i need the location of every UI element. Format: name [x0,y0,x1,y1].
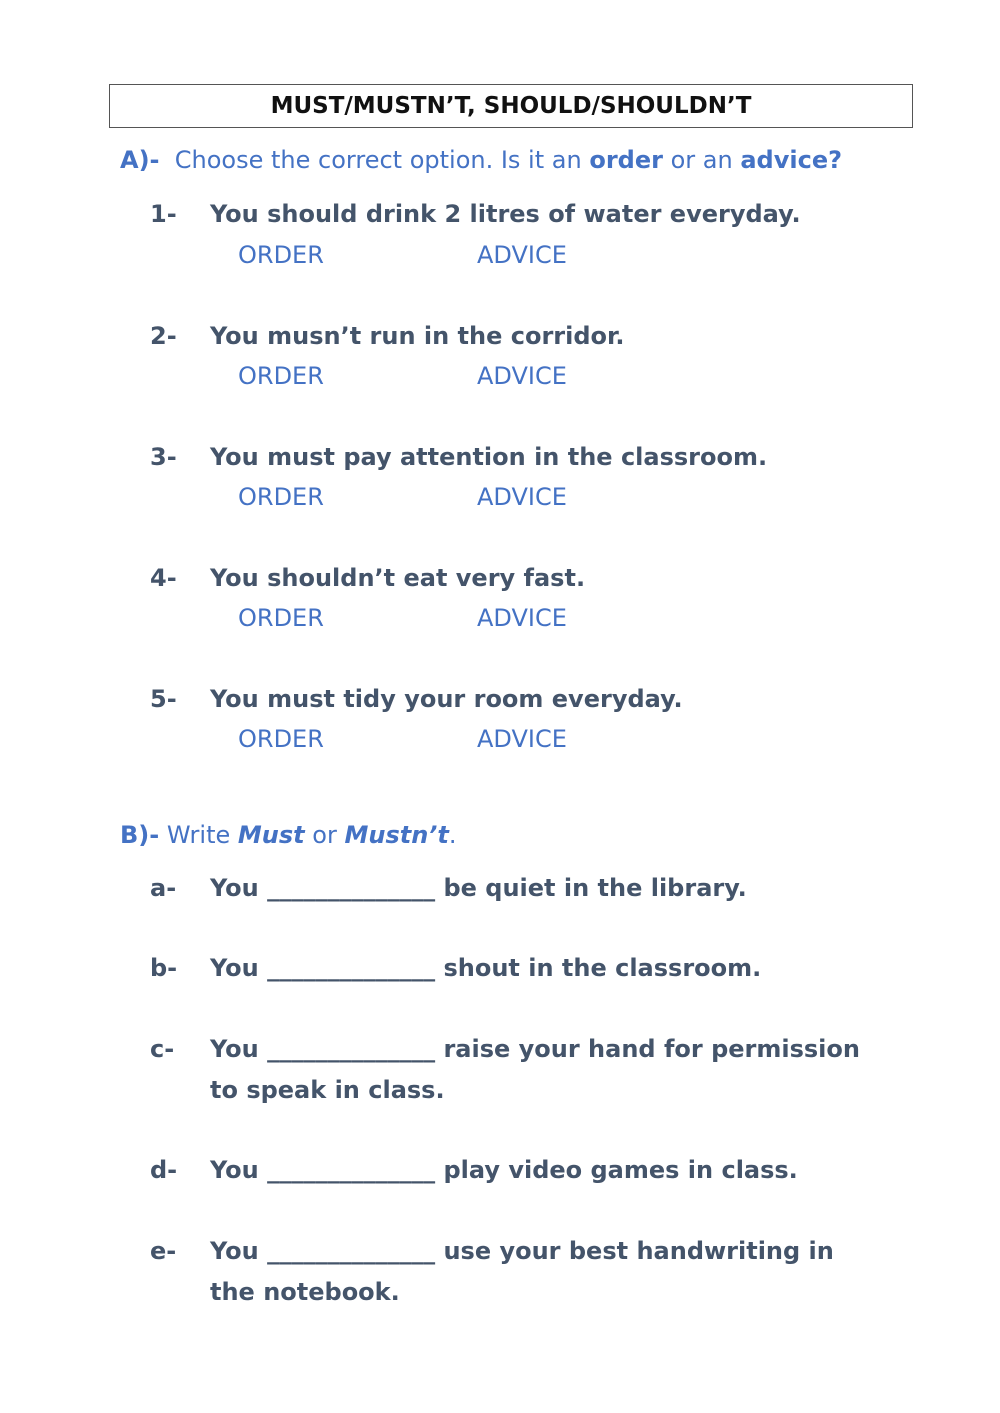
item-text[interactable]: You ______________ be quiet in the library. [210,874,747,902]
question-text: You must pay attention in the classroom. [210,443,768,471]
question-text: You should drink 2 litres of water everyday. [210,200,801,228]
item-text-continued: to speak in class. [210,1076,445,1104]
section-a-word-order: order [589,146,663,174]
question-number: 5- [150,685,177,713]
section-b-heading [120,821,457,849]
option-order[interactable]: ORDER [238,362,324,390]
item-letter: a- [150,874,177,902]
section-b-instruction: Write [166,821,231,849]
item-text[interactable]: You ______________ play video games in class. [210,1156,798,1184]
item-letter: b- [150,954,178,982]
question-number: 4- [150,564,177,592]
section-b-word-mustnt: Mustn’t [344,821,449,849]
item-text[interactable]: You ______________ shout in the classroom. [210,954,762,982]
question-text: You must tidy your room everyday. [210,685,683,713]
item-text[interactable]: You ______________ use your best handwriting in [210,1237,834,1265]
section-b-word-must: Must [237,821,305,849]
section-a-instruction: Choose the correct option. Is it an [174,146,582,174]
option-order[interactable]: ORDER [238,725,324,753]
option-advice[interactable]: ADVICE [477,241,567,269]
option-order[interactable]: ORDER [238,604,324,632]
section-b-label: B)- [120,821,160,849]
option-order[interactable]: ORDER [238,241,324,269]
option-advice[interactable]: ADVICE [477,604,567,632]
section-a-word-advice: advice? [740,146,843,174]
section-b-middle: or [312,821,337,849]
item-letter: e- [150,1237,177,1265]
item-letter: c- [150,1035,175,1063]
worksheet-title: MUST/MUSTN’T, SHOULD/SHOULDN’T [109,84,913,128]
question-text: You shouldn’t eat very fast. [210,564,586,592]
option-advice[interactable]: ADVICE [477,362,567,390]
question-number: 2- [150,322,177,350]
section-a-heading [120,146,842,174]
option-advice[interactable]: ADVICE [477,483,567,511]
item-text[interactable]: You ______________ raise your hand for permission [210,1035,860,1063]
question-number: 3- [150,443,177,471]
section-b-end: . [448,821,457,849]
section-a-label: A)- [120,146,160,174]
section-a-middle: or an [670,146,733,174]
option-advice[interactable]: ADVICE [477,725,567,753]
question-text: You musn’t run in the corridor. [210,322,625,350]
item-letter: d- [150,1156,178,1184]
option-order[interactable]: ORDER [238,483,324,511]
question-number: 1- [150,200,177,228]
item-text-continued: the notebook. [210,1278,400,1306]
